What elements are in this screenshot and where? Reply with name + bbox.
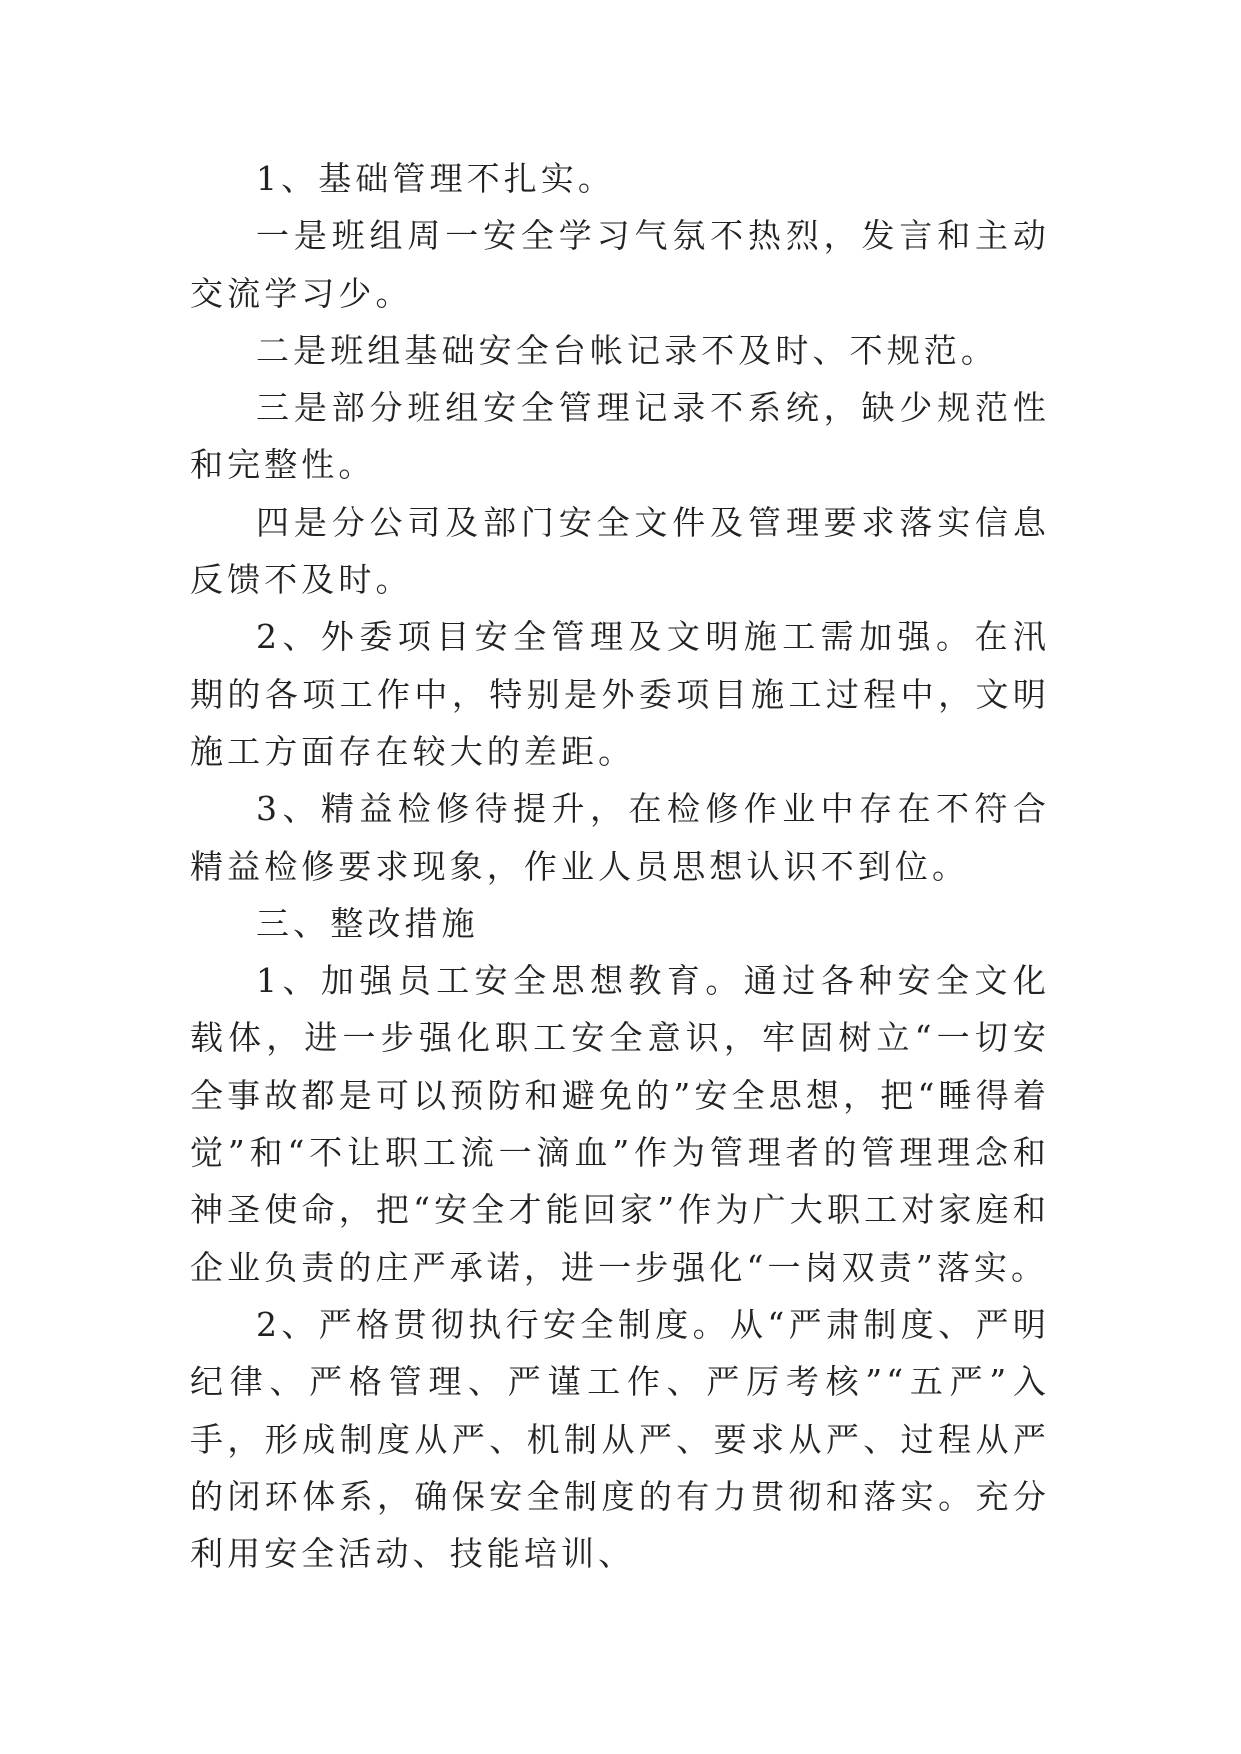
paragraph-item-one: 一是班组周一安全学习气氛不热烈，发言和主动交流学习少。 — [190, 216, 1050, 313]
paragraph-outsourced-projects: 2、外委项目安全管理及文明施工需加强。在汛期的各项工作中，特别是外委项目施工过程中，文明施工方面存在较大的差距。 — [190, 617, 1050, 771]
section-heading-rectification: 三、整改措施 — [256, 903, 479, 943]
paragraph-safety-education: 1、加强员工安全思想教育。通过各种安全文化载体，进一步强化职工安全意识，牢固树立“一切安全事故都是可以预防和避免的”安全思想，把“睡得着觉”和“不让职工流一滴血”作为管理者的管理理念和神圣使命，把“安全才能回家”作为广大职工对家庭和企业负责的庄严承诺，进一步强化“一岗双责”落实。 — [190, 961, 1050, 1287]
paragraph-lean-maintenance: 3、精益检修待提升，在检修作业中存在不符合精益检修要求现象，作业人员思想认识不到位。 — [190, 789, 1050, 886]
paragraph-item-four: 四是分公司及部门安全文件及管理要求落实信息反馈不及时。 — [190, 502, 1050, 600]
paragraph-item-three: 三是部分班组安全管理记录不系统，缺少规范性和完整性。 — [190, 388, 1050, 485]
paragraph-basic-management: 1、基础管理不扎实。 — [256, 159, 615, 198]
paragraph-item-two: 二是班组基础安全台帐记录不及时、不规范。 — [256, 330, 998, 370]
document-body — [190, 150, 1050, 1582]
paragraph-safety-rules: 2、严格贯彻执行安全制度。从“严肃制度、严明纪律、严格管理、严谨工作、严厉考核”“五严”入手，形成制度从严、机制从严、要求从严、过程从严的闭环体系，确保安全制度的有力贯彻和落实。充分利用安全活动、技能培训、 — [190, 1304, 1050, 1574]
